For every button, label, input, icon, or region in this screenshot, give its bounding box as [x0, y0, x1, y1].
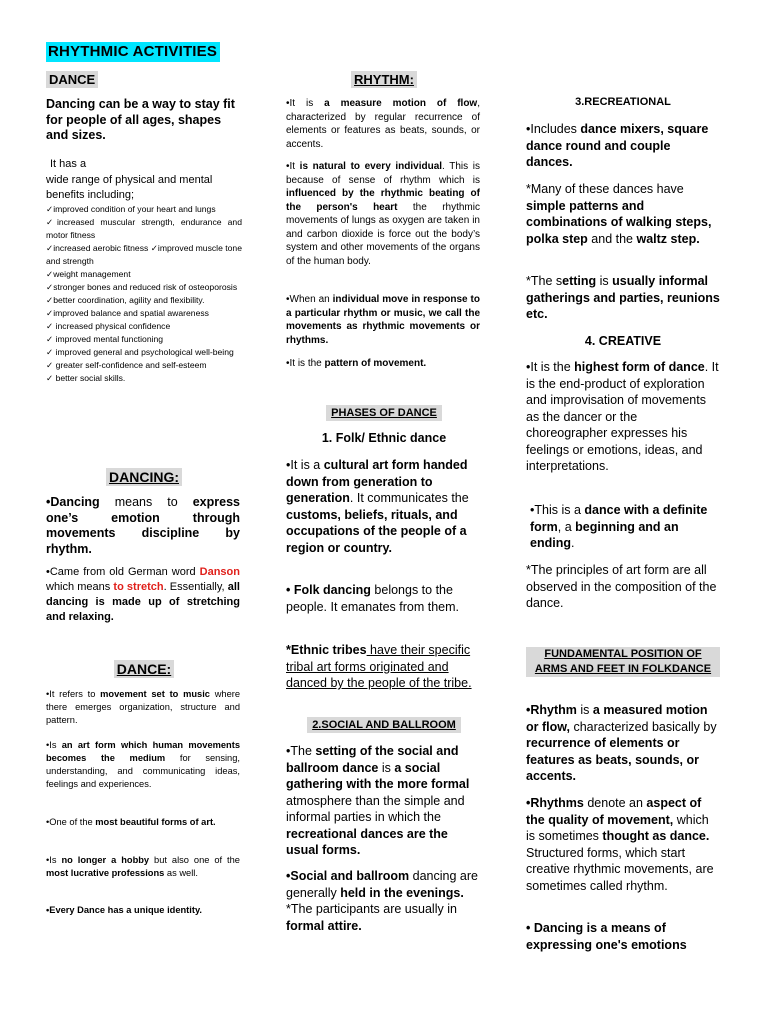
rhythm-def-2: •It is natural to every individual. This is because of sense of rhythm which is influenced by the rhythmic beating of the person's heart the rhythmic movements of lungs as oxygen are taken in and carbon dioxide is force out the body’s system and other movements of the organs of the human body. — [286, 161, 480, 267]
fundamental-def-3: • Dancing is a means of expressing one's emotions — [526, 921, 687, 952]
benefit-item: ✓ improved general and psychological well-being — [46, 347, 234, 357]
dance-beautiful: •One of the most beautiful forms of art. — [46, 817, 216, 827]
rhythm-def-3: •When an individual move in response to a particular rhythm or music, we call the movements as rhythmic movements or rhythms. — [286, 294, 480, 346]
benefit-item: ✓increased muscular strength, endurance and motor fitness — [46, 217, 242, 240]
fundamental-def-1: •Rhythm is a measured motion or flow, characterized basically by recurrence of elements or features as beats, sounds, or accents. — [526, 703, 717, 783]
dance-heading: DANCE — [46, 71, 98, 88]
benefits-intro-line1: It has a — [50, 158, 87, 170]
fundamental-def-2: •Rhythms denote an aspect of the quality of movement, which is sometimes thought as dance. Structured forms, which start creative rhythmic movements, are sometimes called rhythm. — [526, 796, 714, 893]
benefits-list — [46, 203, 242, 385]
rhythm-def-1: •It is a measure motion of flow, characterized by regular recurrence of elements or features as beats, sounds, or accents. — [286, 98, 480, 150]
benefit-item: ✓weight management — [46, 269, 131, 279]
ethnic-tribes: *Ethnic tribes have their specific tribal art forms originated and danced by the people of the tribe. — [286, 643, 472, 690]
fundamental-heading: FUNDAMENTAL POSITION OF ARMS AND FEET IN FOLKDANCE — [526, 647, 720, 677]
rhythm-heading: RHYTHM: — [351, 71, 417, 88]
recreational-def-2: *Many of these dances have simple patterns and combinations of walking steps, polka step and the waltz step. — [526, 182, 712, 246]
dance-heading-2: DANCE: — [114, 660, 174, 678]
benefit-item: ✓improved condition of your heart and lungs — [46, 204, 216, 214]
folk-def-1: •It is a cultural art form handed down from generation to generation. It communicates the customs, beliefs, rituals, and occupations of the people of a region or country. — [286, 458, 469, 555]
rhythm-def-4: •It is the pattern of movement. — [286, 358, 427, 369]
dancing-heading: DANCING: — [106, 468, 182, 486]
dance-identity: •Every Dance has a unique identity. — [46, 905, 203, 915]
german-origin: •Came from old German word Danson which means to stretch. Essentially, all dancing is made up of stretching and relaxing. — [46, 566, 240, 623]
dance-intro: Dancing can be a way to stay fit for people of all ages, shapes and sizes. — [46, 97, 235, 142]
benefit-item: ✓ improved mental functioning — [46, 334, 164, 344]
benefit-item: ✓better coordination, agility and flexibility. — [46, 295, 205, 305]
recreational-def-3: *The setting is usually informal gatherings and parties, reunions etc. — [526, 274, 720, 321]
recreational-def-1: •Includes dance mixers, square dance round and couple dances. — [526, 122, 709, 169]
dance-art-form: •Is an art form which human movements becomes the medium for sensing, understanding, and communicating ideas, feelings and experiences. — [46, 740, 240, 789]
document-title: RHYTHMIC ACTIVITIES — [46, 42, 220, 62]
social-def-1: •The setting of the social and ballroom dance is a social gathering with the more formal atmosphere than the simple and informal parties in which the recreational dances are the usual forms. — [286, 744, 470, 857]
dance-refers: •It refers to movement set to music where there emerges organization, structure and pattern. — [46, 689, 241, 725]
dancing-definition: •Dancing means to express one’s emotion through movements discipline by rhythm. — [46, 495, 240, 556]
folk-heading: 1. Folk/ Ethnic dance — [321, 431, 447, 445]
benefits-intro-line2: wide range of physical and mental benefits including; — [46, 174, 213, 201]
social-def-2: •Social and ballroom dancing are generally held in the evenings. *The participants are usually in formal attire. — [286, 869, 478, 933]
recreational-heading: 3.RECREATIONAL — [575, 96, 671, 108]
social-heading: 2.SOCIAL AND BALLROOM — [307, 717, 461, 733]
creative-def-3: *The principles of art form are all observed in the composition of the dance. — [526, 563, 717, 610]
phases-heading: PHASES OF DANCE — [326, 405, 442, 421]
benefit-item: ✓ better social skills. — [46, 373, 126, 383]
benefit-item: ✓ increased physical confidence — [46, 321, 171, 331]
creative-def-2: •This is a dance with a definite form, a beginning and an ending. — [530, 503, 708, 550]
creative-heading: 4. CREATIVE — [584, 334, 662, 348]
folk-def-2: • Folk dancing belongs to the people. It emanates from them. — [286, 583, 460, 614]
creative-def-1: •It is the highest form of dance. It is the end-product of exploration and improvisation of movements as the dancer or the choreographer expresses his feelings or emotions, ideas, and interpretations. — [526, 360, 719, 473]
benefit-item: ✓increased aerobic fitness ✓improved muscle tone and strength — [46, 243, 242, 266]
benefit-item: ✓stronger bones and reduced risk of osteoporosis — [46, 282, 238, 292]
dance-hobby: •Is no longer a hobby but also one of the most lucrative professions as well. — [46, 855, 240, 878]
benefit-item: ✓improved balance and spatial awareness — [46, 308, 209, 318]
benefit-item: ✓ greater self-confidence and self-esteem — [46, 360, 207, 370]
